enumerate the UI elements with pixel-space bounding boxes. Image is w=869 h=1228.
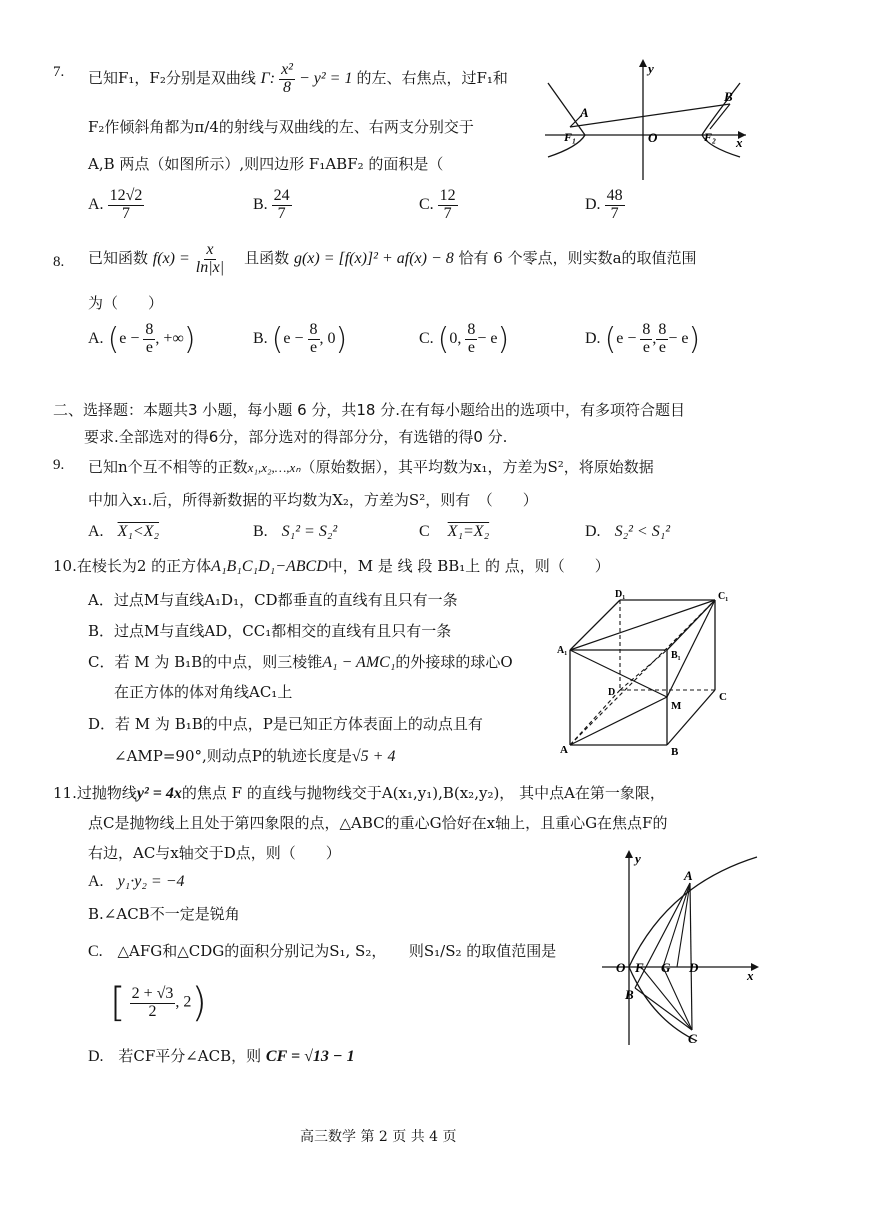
q7-line2: F₂作倾斜角都为π/4的射线与双曲线的左、右两支分别交于 <box>88 118 474 136</box>
q7-hyperbola-equation: Γ: $\frac{\text{x²}}{8}$ − y² = 1 <box>260 61 353 96</box>
q7-line3: A,B 两点（如图所示）,则四边形 F₁ABF₂ 的面积是（ <box>88 155 444 173</box>
q11-label-c: C <box>688 1031 697 1046</box>
q7-y-axis-arrow <box>639 59 647 67</box>
q11-line2: 点C是抛物线上且处于第四象限的点，△ABC的重心G恰好在x轴上，且重心G在焦点F的 <box>88 814 668 832</box>
q8-f-definition: f(x) = $\frac{x}{\ln|x|}$ <box>152 241 225 276</box>
q7-option-d: D. $\frac{48}{7}$ <box>585 187 623 222</box>
q11-y-axis-arrow <box>625 850 633 858</box>
q7-label-f1: F₁ <box>564 130 577 144</box>
section2-heading-line2: 要求.全部选对的得6分，部分选对的得部分分，有选错的得0 分. <box>84 428 508 446</box>
q7-right-branch <box>702 83 740 157</box>
q7-label-a: A <box>580 105 589 120</box>
q9-option-b: B. S₁² = S₂² <box>253 523 338 540</box>
q11-label-x: x <box>747 968 754 983</box>
q10-label-c: C <box>719 691 727 703</box>
q11-line-g-c <box>663 967 692 1030</box>
q8-option-b: B. (e − $\frac{8}{e}$ , 0) <box>253 321 348 357</box>
q7-left-branch <box>548 83 585 157</box>
q10-option-b: B．过点M与直线AD，CC₁都相交的直线有且只有一条 <box>88 622 452 640</box>
q10-label-d: D <box>608 687 616 698</box>
q10-option-a: A．过点M与直线A₁D₁，CD都垂直的直线有且只有一条 <box>88 591 458 609</box>
q9-option-c: C X₁=X₂ <box>419 523 490 540</box>
q7-option-c: C. $\frac{12}{7}$ <box>419 187 456 222</box>
q10-line-am <box>570 697 667 745</box>
q10-label-c1: C₁ <box>718 591 729 602</box>
q10-label-b1: B₁ <box>671 650 681 661</box>
q11-parabola-curve <box>629 857 757 1041</box>
q10-option-c-line1: C．若 M 为 B₁B的中点，则三棱锥A₁ − AMC₁的外接球的球心O <box>88 653 513 671</box>
q11-label-d: D <box>689 960 699 975</box>
q7-label-f2: F₂ <box>704 130 717 144</box>
page-footer: 高三数学 第 2 页 共 4 页 <box>300 1129 457 1145</box>
q9-number: 9. <box>53 457 65 473</box>
q10-edge-a1d1 <box>570 600 620 650</box>
q11-label-o: O <box>616 960 626 975</box>
q10-line-a1c1 <box>570 600 715 650</box>
q10-label-d1: D₁ <box>615 589 626 600</box>
q11-median-a <box>663 883 690 967</box>
q7-option-b: B. $\frac{24}{7}$ <box>253 187 290 222</box>
q11-line-a-c <box>690 883 692 1030</box>
q10-stem: 10.在棱长为2 的正方体A₁B₁C₁D₁−ABCD中，M 是 线 段 BB₁上 的 点，则（ ） <box>53 557 610 575</box>
q10-edge-da <box>570 690 620 745</box>
q8-option-d: D. (e − $\frac{8}{e}$ , $\frac{8}{e}$ − e) <box>585 321 701 357</box>
q10-label-a: A <box>560 744 568 756</box>
q7-label-b: B <box>724 89 733 104</box>
q8-number: 8. <box>53 254 65 270</box>
q11-parabola-figure <box>597 845 767 1050</box>
q7-hyperbola-figure <box>540 55 755 185</box>
q10-option-c-line2: 在正方体的体对角线AC₁上 <box>114 683 293 701</box>
q8-line1: 已知函数 f(x) = $\frac{x}{\ln|x|}$ 且函数 g(x) = [f(x)]² + af(x) − 8 恰有 6 个零点，则实数a的取值范围 <box>88 241 697 276</box>
q7-segment-a-b <box>570 104 730 127</box>
q8-option-a: A. (e − $\frac{8}{e}$ , +∞) <box>88 321 196 357</box>
q10-edge-b1c1 <box>667 600 715 650</box>
q9-line1: 已知n个互不相等的正数x₁,x₂,…,xₙ（原始数据），其平均数为x₁，方差为S²，将原始数据 <box>88 458 654 476</box>
q11-label-b: B <box>625 987 634 1002</box>
q10-edge-bc <box>667 690 715 745</box>
q7-number: 7. <box>53 64 65 80</box>
q9-line2: 中加入x₁.后，所得新数据的平均数为X₂，方差为S²，则有 （ ） <box>88 491 538 509</box>
q11-option-a: A. y₁·y₂ = −4 <box>88 873 185 890</box>
q10-line-db1 <box>620 650 667 690</box>
q10-cube-figure <box>555 585 745 760</box>
q7-label-y: y <box>648 61 654 76</box>
q7-ray-f2-b <box>710 104 730 129</box>
q7-label-o: O <box>648 130 658 145</box>
q11-line3: 右边，AC与x轴交于D点，则（ ） <box>88 844 341 862</box>
q9-option-d: D. S₂² < S₁² <box>585 523 671 540</box>
q11-label-y: y <box>635 851 641 866</box>
q11-label-g: G <box>661 960 671 975</box>
q11-option-b: B.∠ACB不一定是锐角 <box>88 905 240 923</box>
q10-option-d-line1: D．若 M 为 B₁B的中点，P是已知正方体表面上的动点且有 <box>88 715 483 733</box>
q7-label-x: x <box>736 135 743 150</box>
section2-heading-line1: 二、选择题：本题共3 小题，每小题 6 分，共18 分.在有每小题给出的选项中，有多项符合题目 <box>53 401 686 419</box>
q8-g-definition: g(x) = [f(x)]² + af(x) − 8 <box>293 249 454 267</box>
q11-label-a: A <box>684 868 693 883</box>
q10-label-b: B <box>671 746 679 758</box>
q8-option-c: C. (0, $\frac{8}{e}$ − e) <box>419 321 510 357</box>
q10-label-m: M <box>671 700 682 712</box>
q7-option-a: A. $\frac{12√2}{7}$ <box>88 187 143 222</box>
q11-line1: 11.过抛物线y² = 4x的焦点 F 的直线与抛物线交于A(x₁,y₁),B(x₂,y₂)， 其中点A在第一象限， <box>53 784 665 802</box>
q11-option-c-line1: C. △AFG和△CDG的面积分别记为S₁, S₂， 则S₁/S₂ 的取值范围是 <box>88 942 557 960</box>
q11-option-d: D. 若CF平分∠ACB，则 CF = √13 − 1 <box>88 1047 355 1065</box>
q11-label-f: F <box>635 960 644 975</box>
q10-option-d-line2: ∠AMP=90°,则动点P的轨迹长度是√5 + 4 <box>114 747 396 765</box>
q9-option-a: A. X₁<X₂ <box>88 523 160 540</box>
q11-option-c-range: [ $\frac{2 + √3}{2}$ , 2) <box>110 980 208 1026</box>
q7-line1: 已知F₁，F₂分别是双曲线 Γ: $\frac{\text{x²}}{8}$ − y² = 1 的左、右焦点，过F₁和 <box>88 61 508 96</box>
q10-line-a1m <box>570 650 667 697</box>
q8-line2: 为（ ） <box>88 294 164 312</box>
q10-label-a1: A₁ <box>557 645 568 656</box>
